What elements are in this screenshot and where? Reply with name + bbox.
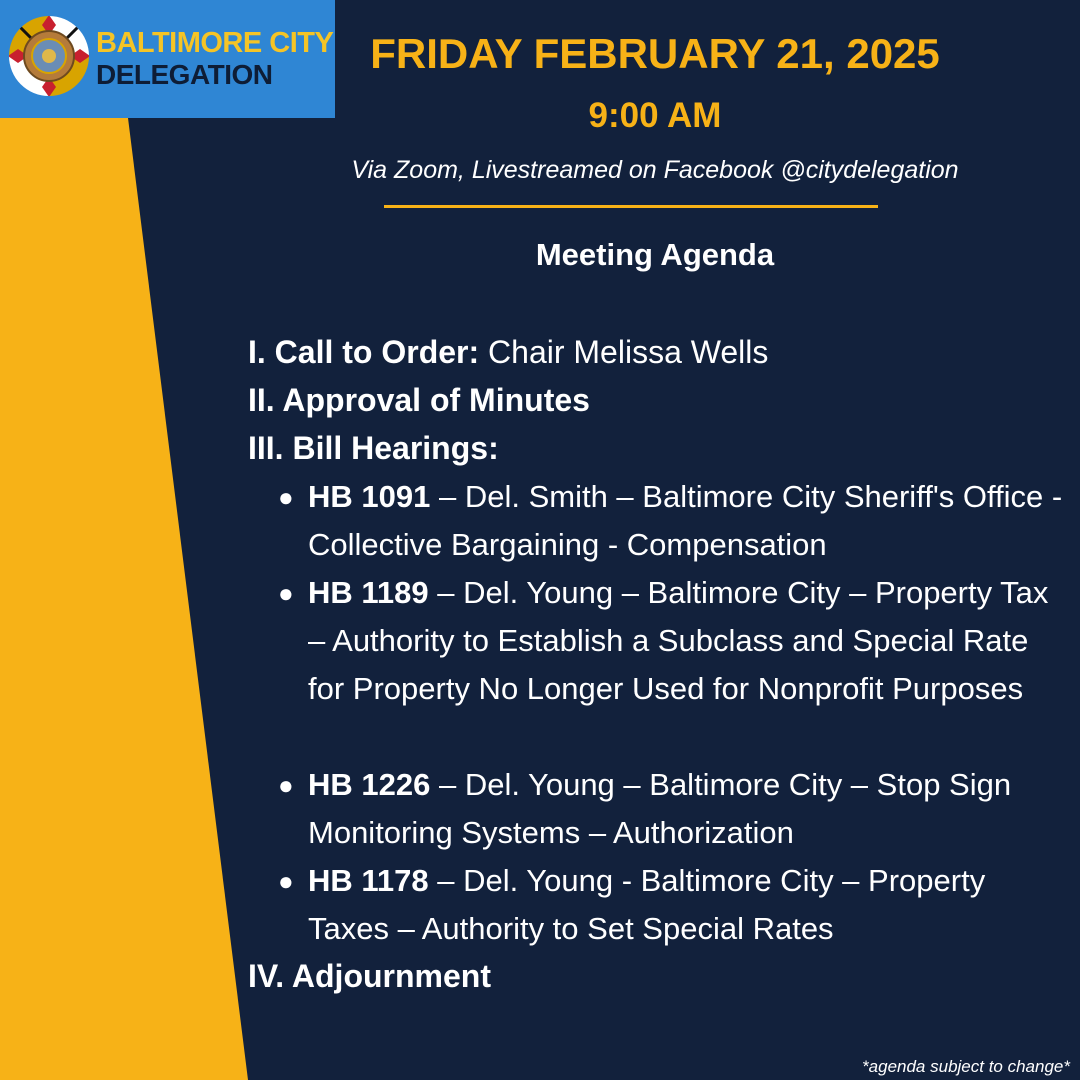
bill-description: – Del. Young – Baltimore City – Stop Sign Monitoring Systems – Authorization: [308, 767, 1012, 850]
delegation-logo: [0, 0, 335, 118]
footnote: *agenda subject to change*: [862, 1057, 1070, 1076]
bullet-icon: ●: [278, 866, 294, 896]
logo-text-delegation: DELEGATION: [96, 59, 273, 90]
bill-number: HB 1189: [308, 575, 429, 610]
bill-item-hb1226: [278, 761, 1068, 857]
bill-description: – Del. Smith – Baltimore City Sheriff's Office - Collective Bargaining - Compensation: [308, 479, 1063, 562]
agenda-item-label: I. Call to Order:: [248, 334, 480, 370]
bill-number: HB 1091: [308, 479, 431, 514]
agenda-item-bill-hearings: III. Bill Hearings:: [248, 430, 499, 466]
divider: [384, 205, 878, 208]
meeting-date: FRIDAY FEBRUARY 21, 2025: [370, 30, 940, 77]
agenda-item-adjournment: IV. Adjournment: [248, 958, 491, 994]
bullet-icon: ●: [278, 578, 294, 608]
maryland-flag-seal-icon: [8, 15, 90, 97]
bill-number: HB 1226: [308, 767, 431, 802]
meeting-location: Via Zoom, Livestreamed on Facebook @citydelegation: [351, 156, 959, 184]
bill-description: – Del. Young – Baltimore City – Property Tax – Authority to Establish a Subclass and Special Rate for Property No Longer Used for Nonprofit Purposes: [308, 575, 1049, 706]
bill-item-hb1091: [278, 473, 1068, 569]
bullet-icon: ●: [278, 482, 294, 512]
agenda-item-approval-of-minutes: II. Approval of Minutes: [248, 382, 590, 418]
bill-item-hb1189: [278, 569, 1068, 713]
bill-item-hb1178: [278, 857, 1068, 953]
agenda-item-call-to-order: [248, 334, 768, 371]
bullet-icon: ●: [278, 770, 294, 800]
agenda-item-text: Chair Melissa Wells: [488, 334, 769, 370]
agenda-title: Meeting Agenda: [535, 237, 775, 272]
meeting-time: 9:00 AM: [588, 96, 722, 135]
logo-text-city: BALTIMORE CITY: [96, 27, 334, 59]
bill-number: HB 1178: [308, 863, 429, 898]
bill-description: – Del. Young - Baltimore City – Property Taxes – Authority to Set Special Rates: [308, 863, 986, 946]
